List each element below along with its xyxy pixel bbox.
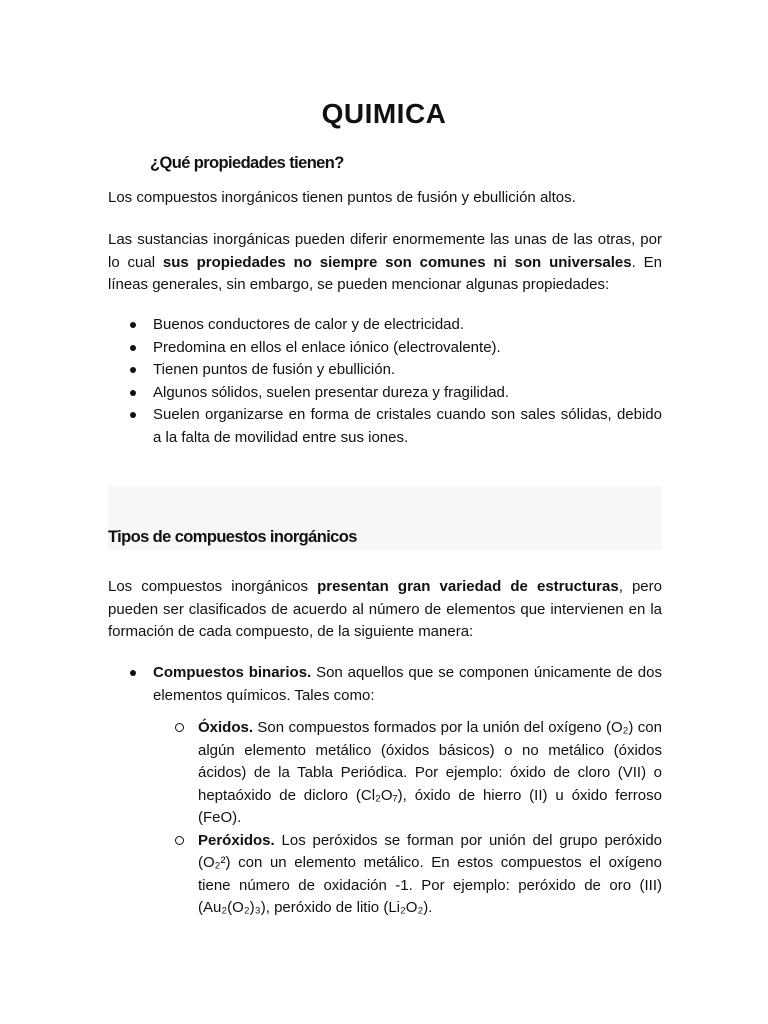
types-list	[108, 662, 662, 707]
list-item: Algunos sólidos, suelen presentar dureza y fragilidad.	[108, 382, 662, 405]
paragraph-substances: Las sustancias inorgánicas pueden diferir enormemente las unas de las otras, por lo cual sus propiedades no siempre son comunes ni son universales. En líneas generales, sin embargo, se pueden mencionar algunas propiedades:	[108, 231, 662, 293]
page-title: QUIMICA	[321, 98, 447, 129]
emphasis-structures: presentan gran variedad de estructuras	[317, 578, 619, 595]
list-item: Predomina en ellos el enlace iónico (electrovalente).	[108, 337, 662, 360]
list-item-oxidos: Óxidos. Son compuestos formados por la unión del oxígeno (O₂) con algún elemento metálico (óxidos básicos) o no metálico (óxidos ácidos) de la Tabla Periódica. Por ejemplo: óxido de cloro (VII) o heptaóxido de dicloro (Cl₂O₇), óxido de hierro (II) u óxido ferroso (FeO).	[153, 717, 662, 830]
properties-list	[108, 314, 662, 449]
binary-subtypes-list	[153, 717, 662, 920]
section-heading-types: Tipos de compuestos inorgánicos	[108, 528, 357, 546]
paragraph-melting-points: Los compuestos inorgánicos tienen puntos de fusión y ebullición altos.	[108, 189, 576, 206]
paragraph-types: Los compuestos inorgánicos presentan gran variedad de estructuras, pero pueden ser clasificados de acuerdo al número de elementos que intervienen en la formación de cada compuesto, de la siguiente manera:	[108, 578, 662, 640]
list-item: Tienen puntos de fusión y ebullición.	[108, 359, 662, 382]
section-heading-properties: ¿Qué propiedades tienen?	[150, 154, 344, 172]
emphasis-properties: sus propiedades no siempre son comunes ni son universales	[162, 253, 632, 271]
list-item: Buenos conductores de calor y de electricidad.	[108, 314, 662, 337]
list-item: Suelen organizarse en forma de cristales cuando son sales sólidas, debido a la falta de movilidad entre sus iones.	[108, 404, 662, 449]
list-item-peroxidos: Peróxidos. Los peróxidos se forman por unión del grupo peróxido (O₂²) con un elemento metálico. En estos compuestos el oxígeno tiene número de oxidación -1. Por ejemplo: peróxido de oro (III) (Au₂(O₂)₃), peróxido de litio (Li₂O₂).	[153, 830, 662, 920]
list-item-binarios: Compuestos binarios. Son aquellos que se componen únicamente de dos elementos químicos. Tales como:	[108, 662, 662, 707]
